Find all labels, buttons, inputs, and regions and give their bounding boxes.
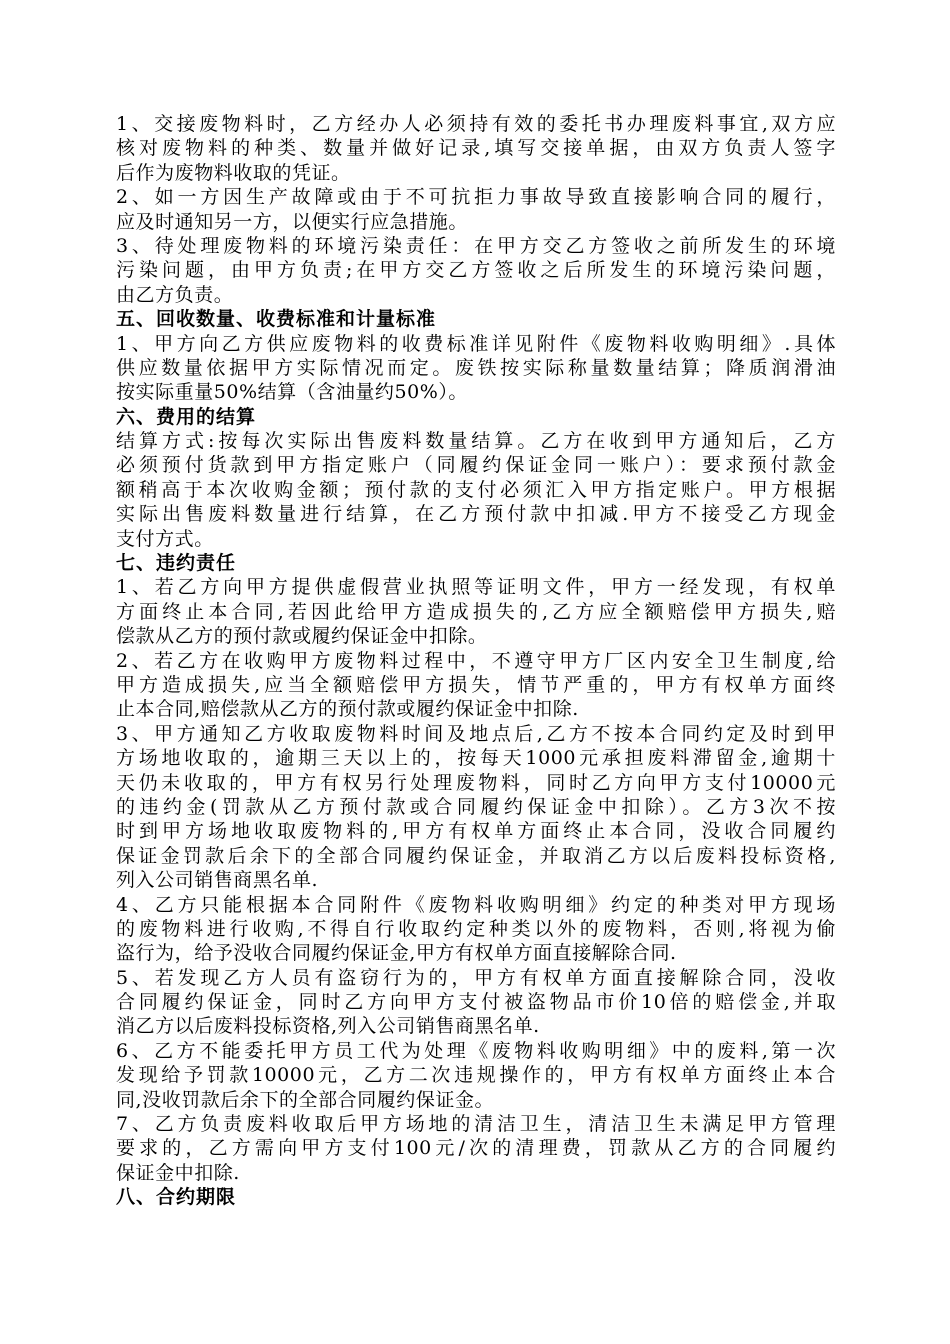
paragraph-line: 额稍高于本次收购金额；预付款的支付必须汇入甲方指定账户。甲方根据 (116, 478, 836, 501)
paragraph-line: 列入公司销售商黑名单. (116, 869, 319, 892)
paragraph-line: 污染问题，由甲方负责;在甲方交乙方签收之后所发生的环境污染问题， (116, 259, 836, 282)
paragraph-line: 的废物料进行收购,不得自行收取约定种类以外的废物料，否则,将视为偷 (116, 917, 836, 940)
paragraph-line: 必须预付货款到甲方指定账户（同履约保证金同一账户）：要求预付款金 (116, 454, 836, 477)
paragraph-line: 偿款从乙方的预付款或履约保证金中扣除。 (116, 625, 488, 648)
paragraph-line: 后作为废物料收取的凭证。 (116, 161, 351, 184)
paragraph-line: 盗行为，给予没收合同履约保证金,甲方有权单方面直接解除合同. (116, 942, 677, 965)
paragraph-line: 应及时通知另一方，以便实行应急措施。 (116, 210, 468, 233)
paragraph-line: 消乙方以后废料投标资格,列入公司销售商黑名单. (116, 1015, 540, 1038)
paragraph-line: 4、乙方只能根据本合同附件《废物料收购明细》约定的种类对甲方现场 (116, 893, 836, 916)
paragraph-line: 合同履约保证金，同时乙方向甲方支付被盗物品市价10倍的赔偿金,并取 (116, 991, 836, 1014)
paragraph-line: 实际出售废料数量进行结算，在乙方预付款中扣减.甲方不接受乙方现金 (116, 503, 836, 526)
section-heading: 五、回收数量、收费标准和计量标准 (116, 308, 437, 331)
paragraph-line: 止本合同,赔偿款从乙方的预付款或履约保证金中扣除. (116, 698, 579, 721)
paragraph-line: 1、若乙方向甲方提供虚假营业执照等证明文件，甲方一经发现，有权单 (116, 576, 836, 599)
paragraph-line: 供应数量依据甲方实际情况而定。废铁按实际称量数量结算；降质润滑油 (116, 356, 836, 379)
paragraph-line: 由乙方负责。 (116, 283, 234, 306)
paragraph-line: 核对废物料的种类、数量并做好记录,填写交接单据，由双方负责人签字 (116, 137, 836, 160)
section-heading: 六、费用的结算 (116, 405, 257, 428)
paragraph-line: 方场地收取的，逾期三天以上的，按每天1000元承担废料滞留金,逾期十 (116, 747, 836, 770)
paragraph-line: 1、交接废物料时，乙方经办人必须持有效的委托书办理废料事宜,双方应 (116, 113, 836, 135)
paragraph-line: 要求的，乙方需向甲方支付100元/次的清理费，罚款从乙方的合同履约 (116, 1137, 836, 1160)
paragraph-line: 保证金中扣除. (116, 1161, 240, 1184)
contract-page (116, 112, 836, 1210)
paragraph-line: 2、若乙方在收购甲方废物料过程中，不遵守甲方厂区内安全卫生制度,给 (116, 649, 836, 672)
paragraph-line: 1、甲方向乙方供应废物料的收费标准详见附件《废物料收购明细》.具体 (116, 332, 836, 355)
paragraph-line: 同,没收罚款后余下的全部合同履约保证金。 (116, 1088, 495, 1111)
section-heading: 八、合约期限 (116, 1186, 237, 1209)
paragraph-line: 3、甲方通知乙方收取废物料时间及地点后,乙方不按本合同约定及时到甲 (116, 722, 836, 745)
paragraph-line: 7、乙方负责废料收取后甲方场地的清洁卫生，清洁卫生未满足甲方管理 (116, 1113, 836, 1136)
paragraph-line: 2、如一方因生产故障或由于不可抗拒力事故导致直接影响合同的履行， (116, 186, 836, 209)
paragraph-line: 甲方造成损失,应当全额赔偿甲方损失，情节严重的，甲方有权单方面终 (116, 673, 836, 696)
paragraph-line: 支付方式。 (116, 527, 214, 550)
section-heading: 七、违约责任 (116, 552, 237, 575)
paragraph-line: 天仍未收取的，甲方有权另行处理废物料，同时乙方向甲方支付10000元 (116, 771, 836, 794)
paragraph-line: 3、待处理废物料的环境污染责任：在甲方交乙方签收之前所发生的环境 (116, 234, 836, 257)
paragraph-line: 时到甲方场地收取废物料的,甲方有权单方面终止本合同，没收合同履约 (116, 820, 836, 843)
paragraph-line: 保证金罚款后余下的全部合同履约保证金，并取消乙方以后废料投标资格, (116, 844, 836, 867)
paragraph-line: 结算方式:按每次实际出售废料数量结算。乙方在收到甲方通知后，乙方 (116, 430, 836, 453)
paragraph-line: 6、乙方不能委托甲方员工代为处理《废物料收购明细》中的废料,第一次 (116, 1039, 836, 1062)
paragraph-line: 按实际重量50%结算（含油量约50%）。 (116, 381, 468, 404)
paragraph-line: 的违约金(罚款从乙方预付款或合同履约保证金中扣除）。乙方3次不按 (116, 795, 836, 818)
paragraph-line: 发现给予罚款10000元，乙方二次违规操作的，甲方有权单方面终止本合 (116, 1064, 836, 1087)
paragraph-line: 5、若发现乙方人员有盗窃行为的，甲方有权单方面直接解除合同，没收 (116, 966, 836, 989)
paragraph-line: 方面终止本合同,若因此给甲方造成损失的,乙方应全额赔偿甲方损失,赔 (116, 600, 836, 623)
